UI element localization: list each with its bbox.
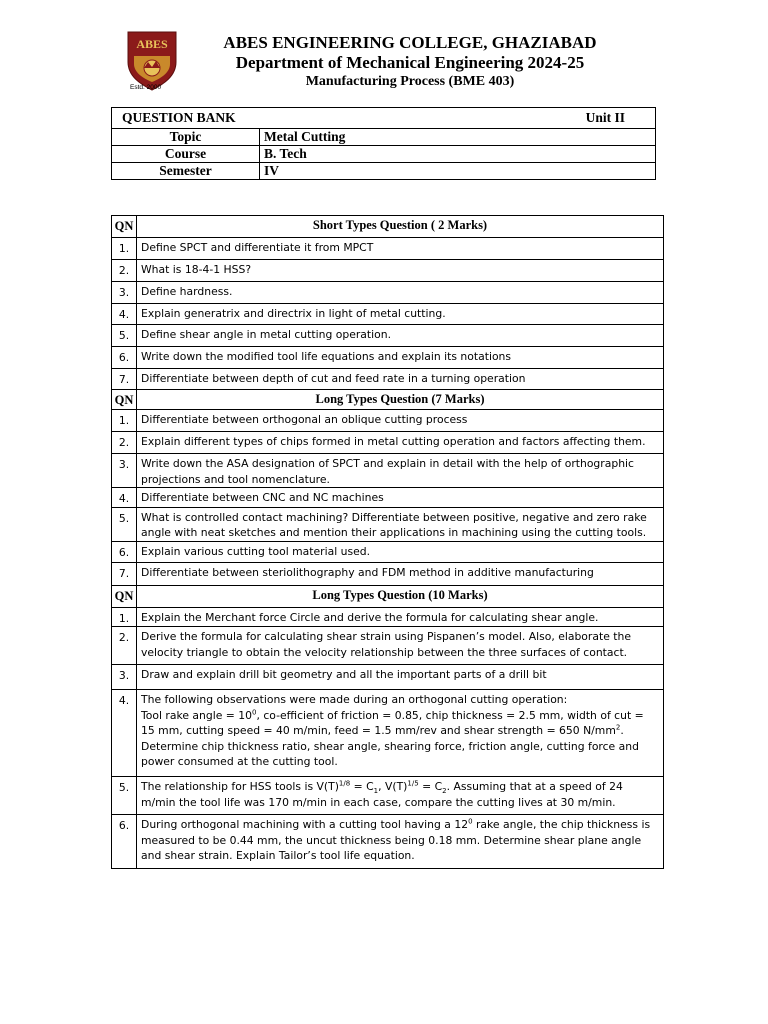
info-label: Course [112, 146, 260, 163]
question-number: 6. [112, 347, 137, 369]
question-number: 3. [112, 282, 137, 304]
question-text: What is 18-4-1 HSS? [137, 260, 664, 282]
question-text: Write down the modified tool life equations and explain its notations [137, 347, 664, 369]
question-text: Explain the Merchant force Circle and derive the formula for calculating shear angle. [137, 607, 664, 627]
section-title: Long Types Question (10 Marks) [137, 585, 664, 607]
question-text: The following observations were made during an orthogonal cutting operation: Tool rake angle = $10^0$, co-efficient of friction = 0.85, chip thickness = 2.5 mm, width of cut = 15 mm, cutting speed = 40 m/min, feed = 1.5 mm/rev and shear strength = 650 $N/mm^2$. Determine chip thickness ratio, shear angle, shearing force, friction angle, cutting force and power consumed at the cutting tool. [137, 690, 664, 777]
section-header-row [112, 390, 664, 410]
question-text: Write down the ASA designation of SPCT and explain in detail with the help of orthographic projections and tool nomenclature. [137, 454, 664, 488]
question-row [112, 347, 664, 369]
question-row [112, 454, 664, 488]
question-row [112, 304, 664, 325]
question-bank-row [112, 108, 656, 129]
question-number: 6. [112, 541, 137, 562]
section-title: Long Types Question (7 Marks) [137, 390, 664, 410]
question-number: 2. [112, 260, 137, 282]
question-bank-label: QUESTION BANK [122, 110, 236, 125]
question-row [112, 665, 664, 690]
logo-brand-text: ABES [136, 37, 168, 51]
info-table [111, 107, 656, 180]
question-text: Explain generatrix and directrix in light of metal cutting. [137, 304, 664, 325]
question-number: 6. [112, 815, 137, 869]
logo-estd-text: Estd. 2000 [130, 84, 162, 91]
question-number: 5. [112, 777, 137, 815]
question-number: 5. [112, 325, 137, 347]
question-text: Differentiate between orthogonal an oblique cutting process [137, 410, 664, 432]
question-number: 2. [112, 432, 137, 454]
question-number: 4. [112, 488, 137, 508]
info-value: Metal Cutting [260, 129, 656, 146]
question-row [112, 562, 664, 585]
info-row-topic [112, 129, 656, 146]
question-number: 5. [112, 507, 137, 541]
question-row [112, 488, 664, 508]
course-title: Manufacturing Process (BME 403) [305, 74, 515, 89]
question-number: 1. [112, 238, 137, 260]
question-text: During orthogonal machining with a cutting tool having a $12^0$ rake angle, the chip thickness is measured to be 0.44 mm, the uncut thickness being 0.18 mm. Determine shear plane angle and shear strain. Explain Tailor’s tool life equation. [137, 815, 664, 869]
college-name: ABES ENGINEERING COLLEGE, GHAZIABAD [223, 33, 597, 52]
question-text: Differentiate between steriolithography and FDM method in additive manufacturing [137, 562, 664, 585]
college-logo [124, 30, 180, 92]
section-header-row [112, 585, 664, 607]
question-row [112, 238, 664, 260]
question-number: 4. [112, 690, 137, 777]
info-row-semester [112, 163, 656, 180]
question-row [112, 690, 664, 777]
question-number: 2. [112, 627, 137, 665]
question-row [112, 541, 664, 562]
info-label: Topic [112, 129, 260, 146]
question-row [112, 607, 664, 627]
question-number: 7. [112, 369, 137, 390]
question-text: Draw and explain drill bit geometry and all the important parts of a drill bit [137, 665, 664, 690]
section-title: Short Types Question ( 2 Marks) [137, 216, 664, 238]
question-bank-cell [112, 108, 656, 129]
question-number: 7. [112, 562, 137, 585]
qn-header: QN [112, 585, 137, 607]
question-row [112, 627, 664, 665]
question-text: Explain different types of chips formed in metal cutting operation and factors affecting them. [137, 432, 664, 454]
qn-header: QN [112, 216, 137, 238]
question-text: Define hardness. [137, 282, 664, 304]
question-row [112, 260, 664, 282]
info-label: Semester [112, 163, 260, 180]
question-text: Derive the formula for calculating shear strain using Pispanen’s model. Also, elaborate the velocity triangle to obtain the velocity relationship between the three surfaces of contact. [137, 627, 664, 665]
question-row [112, 777, 664, 815]
question-number: 3. [112, 665, 137, 690]
question-number: 4. [112, 304, 137, 325]
question-number: 3. [112, 454, 137, 488]
question-row [112, 432, 664, 454]
info-value: IV [260, 163, 656, 180]
question-number: 1. [112, 410, 137, 432]
qn-header: QN [112, 390, 137, 410]
question-number: 1. [112, 607, 137, 627]
question-text: Differentiate between CNC and NC machines [137, 488, 664, 508]
question-text: Differentiate between depth of cut and feed rate in a turning operation [137, 369, 664, 390]
question-text: Explain various cutting tool material used. [137, 541, 664, 562]
question-row [112, 325, 664, 347]
questions-table [111, 215, 664, 869]
question-text: Define SPCT and differentiate it from MPCT [137, 238, 664, 260]
question-text: What is controlled contact machining? Differentiate between positive, negative and zero rake angle with neat sketches and mention their applications in machining using the cutting tools. [137, 507, 664, 541]
question-row [112, 369, 664, 390]
section-header-row [112, 216, 664, 238]
info-row-course [112, 146, 656, 163]
info-value: B. Tech [260, 146, 656, 163]
question-row [112, 410, 664, 432]
question-row [112, 507, 664, 541]
question-row [112, 282, 664, 304]
question-row [112, 815, 664, 869]
department-title: Department of Mechanical Engineering 2024-25 [235, 53, 585, 72]
unit-label: Unit II [585, 110, 625, 125]
question-text: Define shear angle in metal cutting operation. [137, 325, 664, 347]
question-text: The relationship for HSS tools is $V(T)^{1/8} = C_1$, $V(T)^{1/5} = C_2$. Assuming that at a speed of 24 m/min the tool life was 170 m/min in each case, compare the cutting lives at 30 m/min. [137, 777, 664, 815]
